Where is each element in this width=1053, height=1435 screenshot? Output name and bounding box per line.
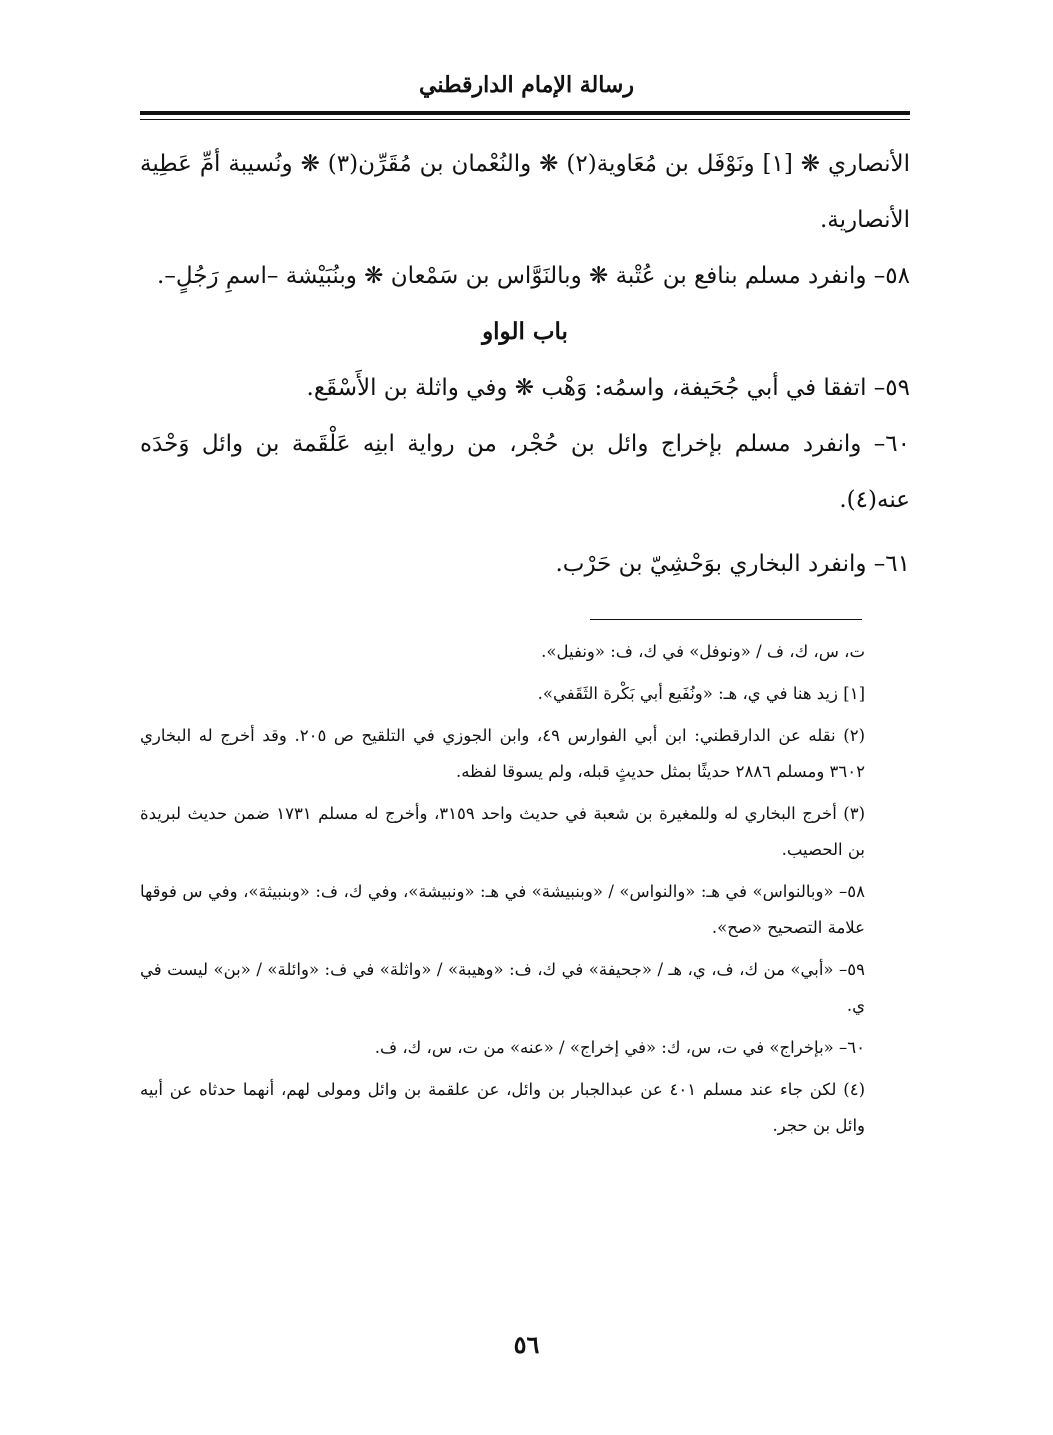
main-text	[140, 136, 910, 592]
footnotes	[140, 634, 865, 1150]
entry-continuation: الأنصاري ❋ [١] ونَوْفَل بن مُعَاوية(٢) ❋ والنُعْمان بن مُقَرِّن(٣) ❋ ونُسيبة أمِّ عَطِية الأنصارية.	[140, 151, 910, 233]
footnote-item: (٢) نقله عن الدارقطني: ابن أبي الفوارس ٤٩، وابن الجوزي في التلقيح ص ٢٠٥. وقد أخرج له البخاري ٣٦٠٢ ومسلم ٢٨٨٦ حديثًا بمثل حديثٍ قبله، ولم يسوقا لفظه.	[140, 726, 865, 781]
header-rule-thick	[140, 111, 910, 115]
page-number: ٥٦	[513, 1330, 540, 1359]
entry-58: ٥٨– وانفرد مسلم بنافع بن عُتْبة ❋ وبالنَوَّاس بن سَمْعان ❋ وبنُبَيْشة –اسمِ رَجُلٍ–.	[157, 263, 910, 289]
footnote-item: ت، س، ك، ف / «ونوفل» في ك، ف: «ونفيل».	[541, 642, 865, 661]
entry-60: ٦٠– وانفرد مسلم بإخراج وائل بن حُجْر، من رواية ابنِه عَلْقَمة بن وائل وَحْدَه عنه(٤).	[140, 431, 910, 513]
entry-61: ٦١– وانفرد البخاري بوَحْشِيّ بن حَرْب.	[555, 551, 910, 577]
footnote-item: ٥٩– «أبي» من ك، ف، ي، هـ / «جحيفة» في ك، ف: «وهيبة» / «واثلة» في ف: «وائلة» / «بن» ليست في ي.	[140, 960, 865, 1015]
footnote-item: ٥٨– «وبالنواس» في هـ: «والنواس» / «وبنبيشة» في هـ: «ونبيشة»، وفي ك، ف: «وبنبيثة»، وفي س فوقها علامة التصحيح «صح».	[140, 882, 865, 937]
footnote-item: ٦٠– «بإخراج» في ت، س، ك: «في إخراج» / «عنه» من ت، س، ك، ف.	[374, 1038, 865, 1057]
footnote-item: [١] زيد هنا في ي، هـ: «ونُفَيع أبي بَكْرة الثَقَفي».	[537, 684, 865, 703]
header-rule-thin	[140, 119, 910, 120]
footnote-item: (٤) لكن جاء عند مسلم ٤٠١ عن عبدالجبار بن وائل، عن علقمة بن وائل ومولى لهم، أنهما حدثاه عن أبيه وائل بن حجر.	[140, 1080, 865, 1135]
entry-59: ٥٩– اتفقا في أبي جُحَيفة، واسمُه: وَهْب ❋ وفي واثلة بن الأَسْقَع.	[306, 375, 910, 401]
running-header: رسالة الإمام الدارقطني	[419, 72, 634, 98]
footnote-separator	[590, 619, 862, 620]
footnote-item: (٣) أخرج البخاري له وللمغيرة بن شعبة في حديث واحد ٣١٥٩، وأخرج له مسلم ١٧٣١ ضمن حديث لبريدة بن الحصيب.	[140, 804, 866, 859]
section-heading: باب الواو	[482, 318, 568, 345]
